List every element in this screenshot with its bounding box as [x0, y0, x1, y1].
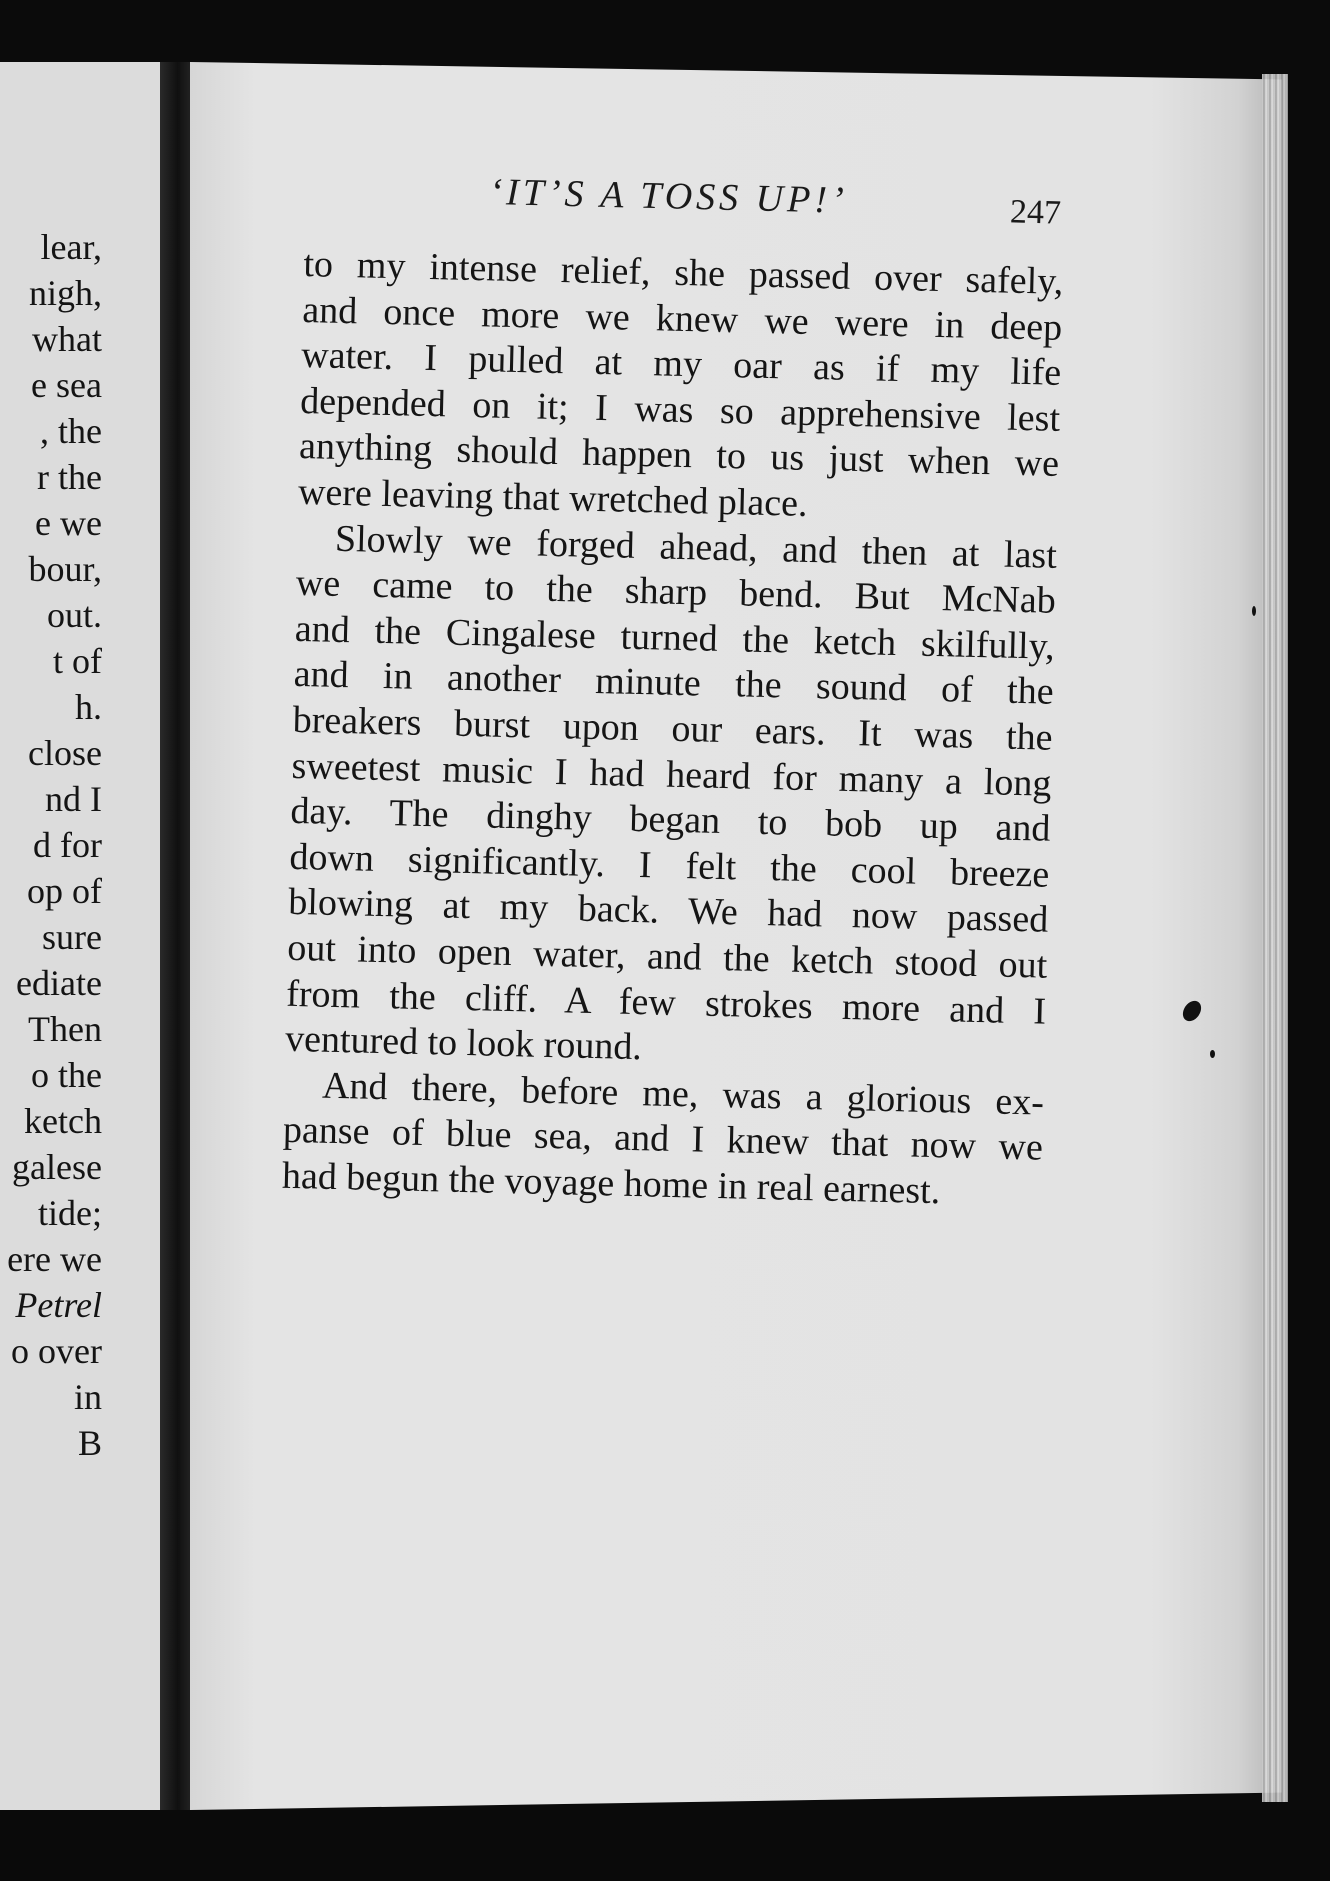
text-line: down significantly. I felt the cool breeze: [289, 835, 1050, 896]
text-line: anything should happen to us just when we: [298, 425, 1060, 486]
text-line: from the cliff. A few strokes more and I: [285, 972, 1047, 1033]
scan-background: [0, 1810, 1330, 1881]
text-line: breakers burst upon our ears. It was the: [292, 698, 1054, 759]
facing-page-line: h.: [75, 687, 102, 727]
facing-page-left: [0, 62, 168, 1810]
facing-page-line: o the: [31, 1055, 102, 1095]
facing-page-line: ere we: [7, 1239, 102, 1279]
text-line: water. I pulled at my oar as if my life: [300, 334, 1062, 395]
facing-page-line: nd I: [45, 779, 102, 819]
text-line: and the Cingalese turned the ketch skilfully,: [294, 607, 1056, 668]
facing-page-line: , the: [40, 411, 102, 451]
page-edge: [1262, 74, 1288, 1802]
text-line: day. The dinghy began to bob up and: [290, 789, 1051, 850]
facing-page-line: bour,: [28, 549, 102, 589]
facing-page-line: out.: [46, 595, 102, 635]
facing-page-line: t of: [53, 641, 102, 681]
facing-page-text: [7, 224, 102, 1466]
text-line: sweetest music I had heard for many a long: [291, 744, 1052, 805]
text-line: ventured to look round.: [284, 1017, 643, 1069]
facing-page-line: tide;: [38, 1193, 102, 1233]
facing-page-line: sure: [42, 917, 102, 957]
facing-page-line: d for: [33, 825, 102, 865]
facing-page-line: e we: [35, 503, 102, 543]
text-line: were leaving that wretched place.: [297, 470, 809, 525]
text-line: and once more we knew we were in deep: [301, 288, 1063, 349]
text-line: blowing at my back. We had now passed: [287, 881, 1049, 942]
running-head: ‘IT’S A TOSS UP!’: [488, 170, 849, 222]
body-text: [281, 242, 1063, 1217]
facing-page-line: ketch: [24, 1101, 102, 1141]
text-line: had begun the voyage home in real earnest.: [281, 1154, 941, 1213]
facing-page-line: Petrel: [15, 1285, 102, 1325]
facing-page-line: galese: [12, 1147, 102, 1187]
facing-page-line: close: [28, 733, 102, 773]
facing-page-line: Then: [28, 1009, 102, 1049]
page-number: 247: [1009, 193, 1062, 232]
facing-page-line: nigh,: [28, 273, 102, 313]
facing-page-line: o over: [11, 1331, 102, 1371]
book-gutter: [160, 62, 192, 1810]
facing-page-line: lear,: [40, 227, 102, 267]
text-line: and in another minute the sound of the: [293, 653, 1055, 714]
facing-page-line: r the: [37, 457, 102, 497]
facing-page-line: ediate: [16, 963, 102, 1003]
text-line: panse of blue sea, and I knew that now we: [282, 1109, 1044, 1169]
facing-page-line: in: [73, 1377, 102, 1417]
facing-page-line: B: [77, 1423, 102, 1463]
facing-page-line: e sea: [31, 365, 102, 405]
facing-page-line: what: [32, 319, 102, 359]
text-line: And there, before me, was a glorious ex-: [321, 1064, 1045, 1124]
text-line: to my intense relief, she passed over safely,: [302, 242, 1064, 303]
text-line: Slowly we forged ahead, and then at last: [334, 517, 1058, 577]
facing-page-line: op of: [27, 871, 102, 911]
text-line: out into open water, and the ketch stood out: [286, 926, 1048, 987]
margin-mark: [1252, 606, 1256, 616]
text-line: depended on it; I was so apprehensive lest: [299, 379, 1061, 440]
text-line: we came to the sharp bend. But McNab: [295, 562, 1057, 622]
margin-mark: [1210, 1050, 1215, 1058]
